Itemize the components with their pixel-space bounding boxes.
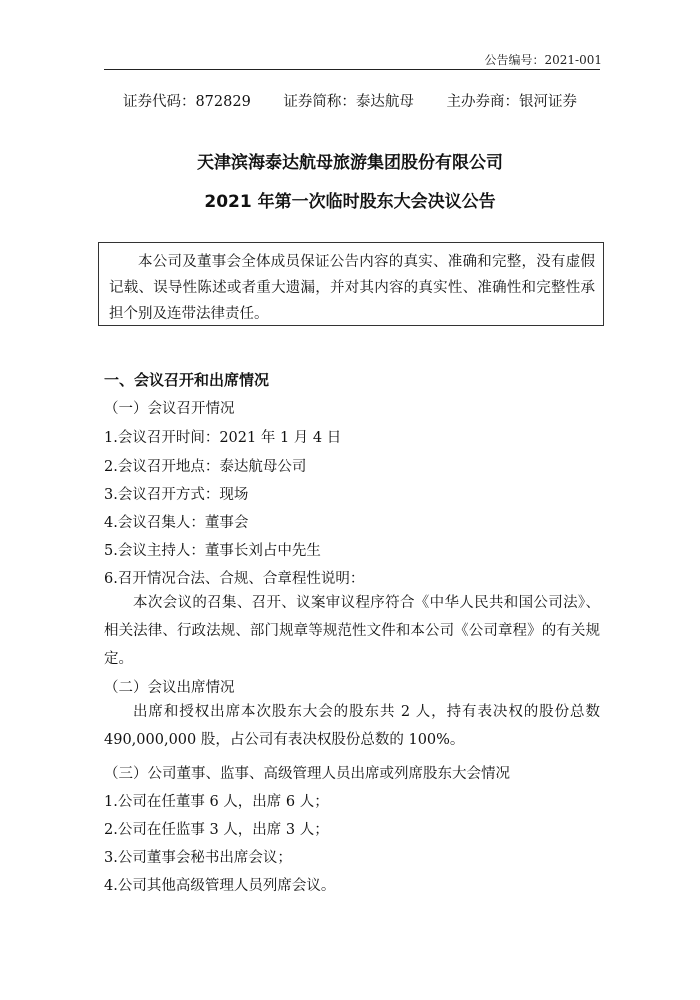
header-divider xyxy=(104,69,600,70)
compliance-text: 本次会议的召集、召开、议案审议程序符合《中华人民共和国公司法》、相关法律、行政法规、部门规章等规范性文件和本公司《公司章程》的有关规定。 xyxy=(104,595,600,667)
subsection-heading-3: （三）公司董事、监事、高级管理人员出席或列席股东大会情况 xyxy=(104,766,510,782)
security-info xyxy=(0,90,700,111)
security-short-name: 证券简称：泰达航母 xyxy=(283,94,414,110)
meeting-item: 5.会议主持人：董事长刘占中先生 xyxy=(104,543,321,559)
attendance-item: 2.公司在任监事 3 人，出席 3 人； xyxy=(104,822,329,838)
meeting-item: 1.会议召开时间：2021 年 1 月 4 日 xyxy=(104,430,342,446)
company-title: 天津滨海泰达航母旅游集团股份有限公司 xyxy=(197,153,503,173)
attendance-item: 3.公司董事会秘书出席会议； xyxy=(104,850,292,866)
disclaimer-text: 本公司及董事会全体成员保证公告内容的真实、准确和完整，没有虚假记载、误导性陈述或者重大遗漏，并对其内容的真实性、准确性和完整性承担个别及连带法律责任。 xyxy=(109,254,595,322)
disclaimer-box xyxy=(98,242,604,326)
compliance-paragraph xyxy=(104,589,600,673)
lead-broker: 主办券商：银河证券 xyxy=(446,94,578,110)
meeting-item: 2.会议召开地点：泰达航母公司 xyxy=(104,459,307,475)
attendance-text: 出席和授权出席本次股东大会的股东共 2 人，持有表决权的股份总数 490,000,000 股，占公司有表决权股份总数的 100%。 xyxy=(104,704,600,748)
subsection-heading-1: （一）会议召开情况 xyxy=(104,401,235,417)
section-heading: 一、会议召开和出席情况 xyxy=(104,371,270,389)
security-code: 证券代码：872829 xyxy=(122,94,251,110)
announcement-number: 公告编号：2021-001 xyxy=(484,53,602,67)
subsection-heading-2: （二）会议出席情况 xyxy=(104,680,235,696)
attendance-paragraph xyxy=(104,698,600,754)
document-title: 2021 年第一次临时股东大会决议公告 xyxy=(204,192,496,212)
meeting-item: 3.会议召开方式：现场 xyxy=(104,487,249,503)
meeting-item: 6.召开情况合法、合规、合章程性说明： xyxy=(104,571,365,587)
attendance-item: 4.公司其他高级管理人员列席会议。 xyxy=(104,878,336,894)
attendance-item: 1.公司在任董事 6 人，出席 6 人； xyxy=(104,794,329,810)
meeting-item: 4.会议召集人：董事会 xyxy=(104,515,249,531)
